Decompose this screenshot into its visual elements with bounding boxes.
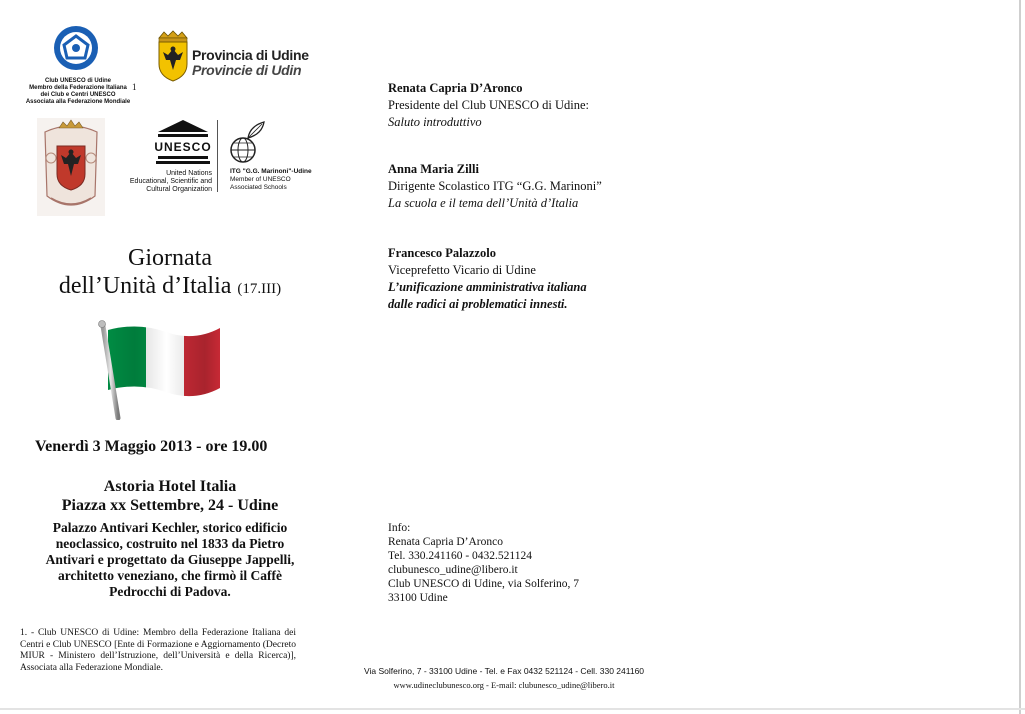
footer-address: Via Solferino, 7 - 33100 Udine - Tel. e Fax 0432 521124 - Cell. 330 241160 — [363, 666, 645, 676]
info-postcode: 33100 Udine — [388, 592, 448, 604]
caption-line: Member of UNESCO — [230, 176, 291, 183]
provincia-logo — [156, 30, 190, 82]
unesco-caption — [108, 170, 212, 194]
caption-line: Associated Schools — [230, 184, 287, 191]
club-unesco-logo — [52, 24, 100, 72]
caption-line: Associata alla Federazione Mondiale — [25, 99, 131, 105]
venue-address: Piazza xx Settembre, 24 - Udine — [61, 497, 279, 514]
club-unesco-caption — [22, 78, 134, 106]
page-edge-bottom — [0, 708, 1025, 710]
info-label: Info: — [388, 522, 411, 534]
speaker-name: Anna Maria Zilli — [388, 162, 479, 176]
caption-line: dei Club e Centri UNESCO — [40, 92, 116, 98]
page-edge-right — [1019, 0, 1021, 714]
speaker-topic: L’unificazione amministrativa italiana — [388, 280, 587, 294]
info-phone: Tel. 330.241160 - 0432.521124 — [388, 550, 532, 562]
itg-logo — [226, 118, 268, 166]
info-email: clubunesco_udine@libero.it — [388, 564, 518, 576]
speaker-topic: dalle radici ai problematici innesti. — [388, 297, 568, 311]
speaker-block — [388, 161, 718, 212]
speaker-name: Renata Capria D’Aronco — [388, 81, 523, 95]
footnote-marker: 1 — [132, 82, 137, 92]
club-unesco-emblem-icon — [52, 24, 100, 72]
speaker-role: Viceprefetto Vicario di Udine — [388, 263, 536, 277]
caption-line: Educational, Scientific and — [129, 178, 212, 185]
speaker-block — [388, 245, 718, 313]
title-main: dell’Unità d’Italia — [58, 273, 232, 299]
itg-globe-leaf-icon — [226, 118, 268, 166]
caption-line: Club UNESCO di Udine — [45, 78, 111, 84]
palazzo-line: neoclassico, costruito nel 1833 da Pietro — [55, 536, 285, 551]
palazzo-line: Pedrocchi di Padova. — [109, 584, 231, 599]
caption-line: United Nations — [166, 170, 212, 177]
event-venue — [20, 477, 320, 515]
caption-line: ITG "G.G. Marinoni"-Udine — [230, 168, 312, 175]
provincia-friulian-name: Provincie di Udin — [192, 62, 302, 78]
venue-name: Astoria Hotel Italia — [103, 478, 237, 495]
palazzo-line: Antivari e progettato da Giuseppe Jappelli, — [45, 552, 295, 567]
italian-flag-icon — [96, 320, 224, 420]
speaker-block — [388, 80, 718, 131]
caption-line: Cultural Organization — [146, 186, 212, 193]
unesco-wordmark: UNESCO — [155, 140, 211, 154]
speaker-topic: Saluto introduttivo — [388, 115, 482, 129]
info-contact-name: Renata Capria D’Aronco — [388, 536, 503, 548]
info-address: Club UNESCO di Udine, via Solferino, 7 — [388, 578, 580, 590]
provincia-crest-icon — [156, 30, 190, 82]
speaker-name: Francesco Palazzolo — [388, 246, 496, 260]
heraldic-crest — [37, 118, 105, 216]
footer-web: www.udineclubunesco.org - E-mail: clubunesco_udine@libero.it — [393, 680, 615, 690]
event-date: Venerdì 3 Maggio 2013 - ore 19.00 — [35, 438, 268, 455]
event-title — [0, 244, 340, 303]
flag-pole-finial — [99, 321, 106, 328]
unesco-logo — [155, 118, 211, 166]
title-line-1: Giornata — [128, 245, 212, 271]
speaker-role: Presidente del Club UNESCO di Udine: — [388, 98, 590, 112]
palazzo-line: architetto veneziano, che firmò il Caffè — [58, 568, 282, 583]
unesco-temple-icon — [155, 118, 211, 166]
itg-caption — [230, 168, 340, 192]
speaker-role: Dirigente Scolastico ITG “G.G. Marinoni” — [388, 179, 602, 193]
heraldic-crest-icon — [37, 118, 105, 216]
italian-flag — [96, 320, 224, 420]
caption-line: Membro della Federazione Italiana — [29, 85, 127, 91]
logo-divider — [217, 120, 218, 192]
provincia-text — [192, 48, 322, 78]
speaker-topic: La scuola e il tema dell’Unità d’Italia — [388, 196, 579, 210]
provincia-name: Provincia di Udine — [192, 47, 309, 63]
footnote: 1. - Club UNESCO di Udine: Membro della Federazione Italiana dei Centri e Club UNESCO [Ente di Formazione e Aggiornamento (Decreto MIUR - Ministero dell’Istruzione, dell’Università e della Ricerca)], Associata alla Federazione Mondiale. — [20, 628, 296, 673]
palazzo-description — [20, 520, 320, 600]
title-date-note: (17.III) — [237, 281, 282, 297]
info-block — [388, 521, 648, 605]
palazzo-line: Palazzo Antivari Kechler, storico edificio — [52, 520, 288, 535]
title-line-2 — [0, 272, 340, 303]
